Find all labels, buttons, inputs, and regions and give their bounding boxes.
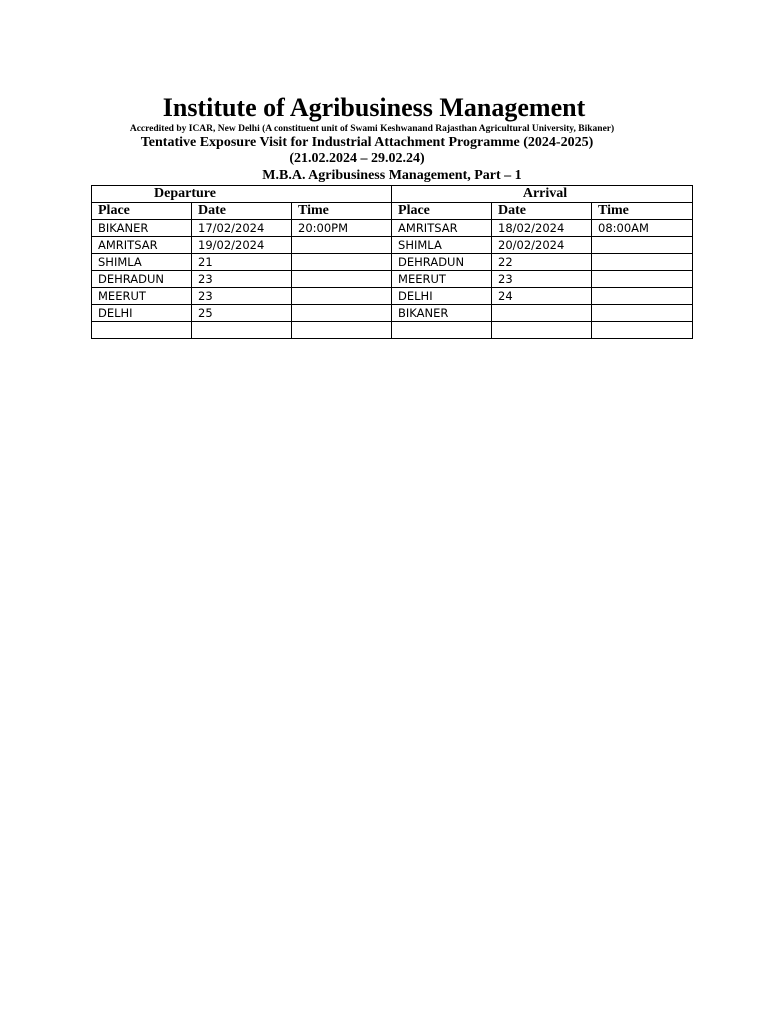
table-cell: DEHRADUN xyxy=(92,271,192,288)
table-cell: 19/02/2024 xyxy=(192,237,292,254)
table-cell: 21 xyxy=(192,254,292,271)
table-row xyxy=(92,322,693,339)
table-cell xyxy=(592,254,693,271)
table-cell xyxy=(92,322,192,339)
table-cell xyxy=(592,237,693,254)
table-cell xyxy=(592,305,693,322)
table-cell xyxy=(492,305,592,322)
table-cell: 17/02/2024 xyxy=(192,220,292,237)
table-cell: 20/02/2024 xyxy=(492,237,592,254)
table-cell: 24 xyxy=(492,288,592,305)
table-row xyxy=(92,305,693,322)
table-cell xyxy=(592,271,693,288)
table-cell: 23 xyxy=(192,271,292,288)
table-cell: 08:00AM xyxy=(592,220,693,237)
table-row xyxy=(92,220,693,237)
table-cell xyxy=(192,322,292,339)
table-cell: AMRITSAR xyxy=(92,237,192,254)
table-cell: 25 xyxy=(192,305,292,322)
column-header: Time xyxy=(592,203,693,220)
departure-group-header: Departure xyxy=(92,186,392,203)
table-cell xyxy=(292,305,392,322)
table-cell: 23 xyxy=(192,288,292,305)
visit-date-range: (21.02.2024 – 29.02.24) xyxy=(289,151,425,166)
table-cell xyxy=(592,288,693,305)
schedule-table xyxy=(91,185,693,339)
table-cell xyxy=(292,322,392,339)
table-cell: AMRITSAR xyxy=(392,220,492,237)
table-row xyxy=(92,271,693,288)
table-cell: DEHRADUN xyxy=(392,254,492,271)
table-cell: 18/02/2024 xyxy=(492,220,592,237)
table-cell xyxy=(292,271,392,288)
table-row xyxy=(92,237,693,254)
table-row xyxy=(92,288,693,305)
table-cell: MEERUT xyxy=(392,271,492,288)
column-header: Time xyxy=(292,203,392,220)
table-row xyxy=(92,254,693,271)
table-cell: 22 xyxy=(492,254,592,271)
arrival-group-header: Arrival xyxy=(392,186,693,203)
column-header: Date xyxy=(492,203,592,220)
visit-subtitle: Tentative Exposure Visit for Industrial Attachment Programme (2024-2025) xyxy=(140,135,594,150)
programme-name: M.B.A. Agribusiness Management, Part – 1 xyxy=(262,168,522,183)
group-header-row xyxy=(92,186,693,203)
table-cell: SHIMLA xyxy=(92,254,192,271)
table-cell xyxy=(292,237,392,254)
table-cell: BIKANER xyxy=(92,220,192,237)
table-cell: BIKANER xyxy=(392,305,492,322)
table-cell xyxy=(492,322,592,339)
table-cell: 23 xyxy=(492,271,592,288)
table-cell: DELHI xyxy=(92,305,192,322)
table-cell: 20:00PM xyxy=(292,220,392,237)
column-header: Date xyxy=(192,203,292,220)
accreditation-line: Accredited by ICAR, New Delhi (A constituent unit of Swami Keshwanand Rajasthan Agricultural University, Bikaner) xyxy=(129,124,615,134)
table-cell xyxy=(592,322,693,339)
column-header: Place xyxy=(92,203,192,220)
table-cell xyxy=(292,288,392,305)
institute-title: Institute of Agribusiness Management xyxy=(162,93,586,122)
column-header: Place xyxy=(392,203,492,220)
table-cell xyxy=(292,254,392,271)
table-cell: MEERUT xyxy=(92,288,192,305)
table-cell: DELHI xyxy=(392,288,492,305)
table-cell xyxy=(392,322,492,339)
table-cell: SHIMLA xyxy=(392,237,492,254)
column-header-row xyxy=(92,203,693,220)
